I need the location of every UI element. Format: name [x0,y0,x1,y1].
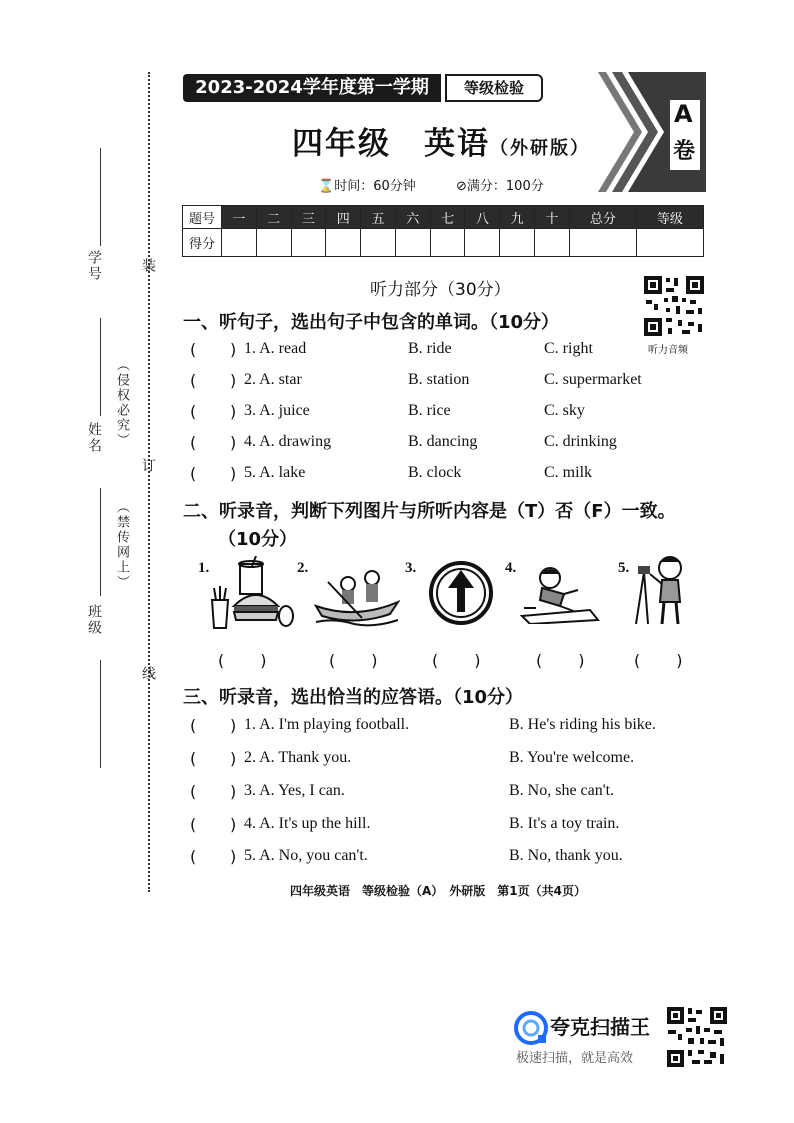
table-label-tihao: 题号 [183,206,222,229]
option-c: C. drinking [544,433,617,450]
option-c: C. supermarket [544,371,642,388]
score-cell[interactable] [535,229,570,257]
score-cell[interactable] [500,229,535,257]
score-cell[interactable] [326,229,361,257]
version-juan: 卷 [673,139,696,164]
table-col: 三 [291,206,326,229]
s1-question-3: ( ) 3. A. juice B. rice C. sky [190,402,585,421]
score-cell[interactable] [569,229,636,257]
picture-number: 4. [505,560,517,576]
s3-question-5: ( ) 5. A. No, you can't. B. No, thank you. [190,847,623,866]
answer-paren[interactable]: ( ) [634,651,683,670]
score-cell[interactable] [430,229,465,257]
page-footer: 四年级英语 等级检验（A） 外研版 第1页（共4页） [290,884,586,898]
section2-title-line1: 二、听录音，判断下列图片与所听内容是（T）否（F）一致。 [183,501,676,522]
option-b: B. clock [408,464,462,481]
option-a: 5. A. No, you can't. [244,847,368,864]
header-banner [183,72,541,104]
option-b: B. You're welcome. [509,749,635,766]
s1-question-4: ( ) 4. A. drawing B. dancing C. drinking [190,433,617,452]
table-col: 五 [361,206,396,229]
table-col: 一 [222,206,257,229]
option-c: C. sky [544,402,585,419]
table-col: 四 [326,206,361,229]
score-cell[interactable] [636,229,703,257]
paper-title-text: 四年级 英语 [292,126,490,162]
paper-title [292,118,590,163]
painting-person-picture [632,552,694,628]
answer-paren[interactable]: ( [190,464,197,483]
table-label-defen: 得分 [183,229,222,257]
table-col: 二 [256,206,291,229]
score-cell[interactable] [291,229,326,257]
score-table [182,205,704,257]
option-a: 5. A. lake [244,464,306,481]
option-a: 3. A. juice [244,402,310,419]
answer-paren[interactable]: ( [190,815,197,834]
option-b: B. ride [408,340,452,357]
brand-tagline: 极速扫描，就是高效 [516,1051,634,1066]
picture-number: 1. [198,560,210,576]
score-cell[interactable] [256,229,291,257]
answer-paren[interactable]: ( ) [432,651,481,670]
xingming-fill-line[interactable] [100,318,101,416]
option-b: B. station [408,371,470,388]
option-b: B. No, she can't. [509,782,615,799]
answer-paren[interactable]: ( ) [536,651,585,670]
margin-zhuang: 装 [140,258,156,274]
option-b: B. He's riding his bike. [509,716,656,733]
option-a: 1. A. I'm playing football. [244,716,410,733]
option-a: 2. A. star [244,371,302,388]
child-slipping-picture [520,564,600,624]
answer-paren[interactable]: ( ) [218,651,267,670]
option-b: B. dancing [408,433,478,450]
s3-question-2: ( ) 2. A. Thank you. B. You're welcome. [190,749,635,768]
binding-dotted-line [148,72,150,892]
option-a: 4. A. drawing [244,433,332,450]
section3-title: 三、听录音，选出恰当的应答语。（10分） [183,687,524,708]
answer-paren[interactable]: ( [190,782,197,801]
margin-banji-label: 班级 [86,604,102,636]
score-info [456,175,544,194]
brand-name: 夸克扫描王 [550,1015,650,1039]
answer-paren[interactable]: ( [190,371,197,390]
table-col: 十 [535,206,570,229]
school-fill-line[interactable] [100,660,101,768]
answer-paren[interactable]: ( [190,847,197,866]
score-cell[interactable] [465,229,500,257]
picture-number: 5. [618,560,630,576]
table-col: 等级 [636,206,703,229]
table-col: 九 [500,206,535,229]
margin-ding: 订 [140,458,156,474]
table-col: 七 [430,206,465,229]
banji-fill-line[interactable] [100,488,101,596]
boating-picture [314,562,400,628]
s3-question-3: ( ) 3. A. Yes, I can. B. No, she can't. [190,782,615,801]
option-b: B. It's a toy train. [509,815,620,832]
answer-paren[interactable]: ( [190,402,197,421]
answer-paren[interactable]: ( ) [329,651,378,670]
xuehao-fill-line[interactable] [100,148,101,246]
arrow-sign-picture [428,560,494,626]
table-col: 八 [465,206,500,229]
paper-version-corner [598,72,706,192]
margin-jinchuan: （禁传网上） [114,500,129,590]
qr-label: 听力音频 [648,345,688,356]
section2-title-line2: （10分） [218,529,298,550]
option-c: C. right [544,340,593,357]
section1-title: 一、听句子，选出句子中包含的单词。（10分） [183,312,560,333]
table-col: 总分 [569,206,636,229]
option-a: 1. A. read [244,340,307,357]
score-table-header-row [183,206,704,229]
table-col: 六 [395,206,430,229]
corner-stripes-graphic [598,72,706,192]
option-a: 3. A. Yes, I can. [244,782,345,799]
exam-type-badge: 等级检验 [445,74,543,102]
option-b: B. rice [408,402,451,419]
option-b: B. No, thank you. [509,847,623,864]
brand-qr-code[interactable] [666,1006,728,1068]
time-info [318,175,416,194]
margin-xian: 线 [140,666,156,682]
score-cell[interactable] [361,229,396,257]
score-table-score-row [183,229,704,257]
answer-paren[interactable]: ( [190,340,197,359]
food-picture [208,556,294,632]
margin-xuehao-label: 学号 [86,250,102,282]
option-c: C. milk [544,464,593,481]
score-cell[interactable] [222,229,257,257]
time-text: 时间：60分钟 [334,179,416,194]
s1-question-5: ( ) 5. A. lake B. clock C. milk [190,464,593,483]
version-letter: A [674,100,693,128]
s3-question-4: ( ) 4. A. It's up the hill. B. It's a toy train. [190,815,620,834]
picture-number: 3. [405,560,417,576]
answer-paren[interactable]: ( [190,433,197,452]
margin-xingming-label: 姓名 [86,422,102,454]
answer-paren[interactable]: ( [190,716,197,735]
margin-qinquan: （侵权必究） [114,358,129,448]
score-cell[interactable] [395,229,430,257]
term-label: 2023-2024学年度第一学期 [183,74,441,102]
quark-logo-icon [514,1011,548,1045]
audio-qr-code[interactable] [642,274,706,338]
edition-label: （外研版） [490,138,590,159]
hourglass-icon: ⌛ [318,179,335,194]
s3-question-1: ( ) 1. A. I'm playing football. B. He's riding his bike. [190,716,656,735]
option-a: 2. A. Thank you. [244,749,352,766]
s1-question-1: ( ) 1. A. read B. ride C. right [190,340,593,359]
picture-number: 2. [297,560,309,576]
check-circle-icon: ⊘ [456,179,467,194]
full-score-text: 满分：100分 [466,179,544,194]
s1-question-2: ( ) 2. A. star B. station C. supermarket [190,371,642,390]
listening-section-title: 听力部分（30分） [370,280,511,300]
option-a: 4. A. It's up the hill. [244,815,371,832]
answer-paren[interactable]: ( [190,749,197,768]
